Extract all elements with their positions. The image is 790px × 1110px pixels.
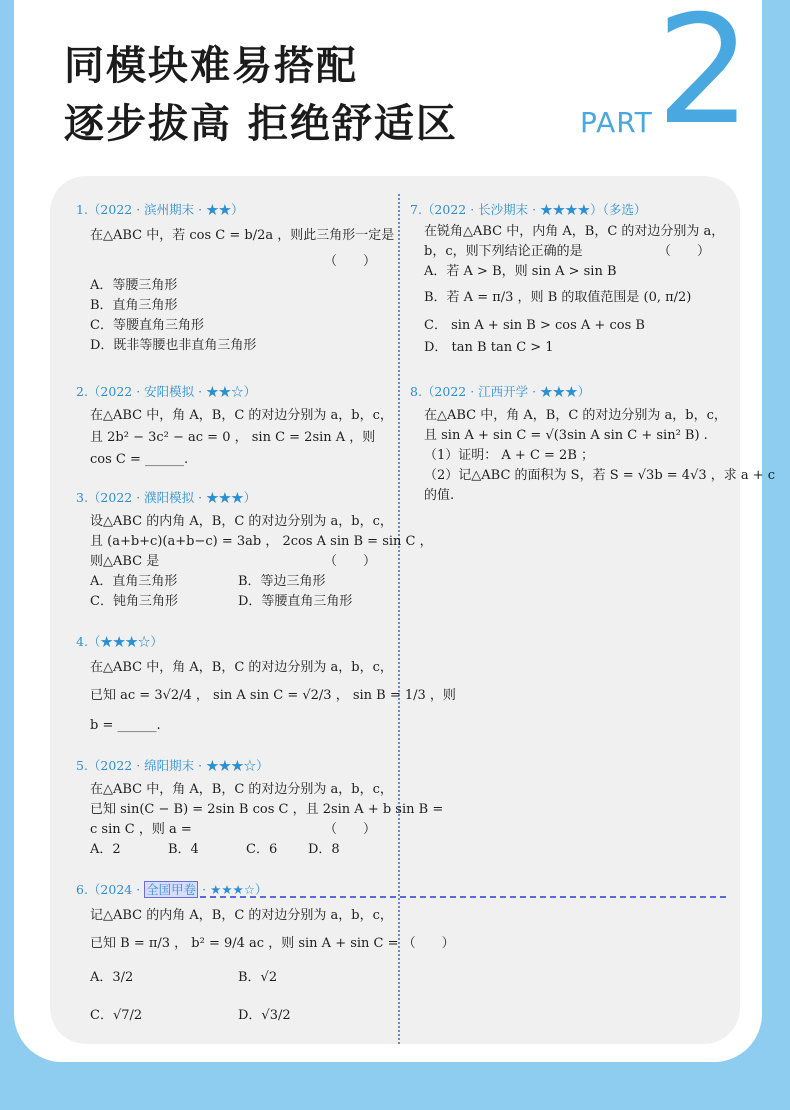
question-text: 在锐角△ABC 中，内角 A，B，C 的对边分别为 a， [424,224,725,239]
question-text: 的值. [424,488,455,503]
question-8 [410,382,776,506]
option-d: D． tan B tan C > 1 [424,340,554,355]
question-6 [76,880,455,1026]
question-text: 在△ABC 中，若 cos C = b/2a ，则此三角形一定是 [90,228,395,243]
question-text: 记△ABC 的内角 A，B，C 的对边分别为 a，b，c， [90,908,393,923]
question-text: b = ______. [90,718,161,733]
option-d: D．8 [308,842,340,857]
heading-prefix: 6.（2024 · [76,882,145,897]
exercise-panel [50,176,776,1044]
option-b: B．等边三角形 [238,574,326,589]
option-a: A．若 A > B，则 sin A > sin B [424,264,617,279]
option-c: C．6 [246,842,278,857]
answer-parens: （ ） [323,254,376,269]
question-7 [410,200,725,358]
option-a: A．3/2 [90,970,134,985]
question-text: （1）证明： A + C = 2B ； [424,448,595,463]
question-2 [76,382,393,470]
heading-line-1: 同模块难易搭配 [64,43,358,89]
option-b: B．4 [168,842,199,857]
option-c: C．钝角三角形 [90,594,178,609]
option-a: A．2 [90,842,121,857]
part-label: PART [580,106,653,139]
question-text: 在△ABC 中，角 A，B，C 的对边分别为 a，b，c， [90,408,393,423]
answer-parens: （ ） [323,554,376,569]
question-text: 则△ABC 是 [90,554,160,569]
option-c: C．等腰直角三角形 [90,318,204,333]
option-b: B．直角三角形 [90,298,178,313]
question-text: （2）记△ABC 的面积为 S，若 S = √3b = 4√3 ，求 a + c [424,468,776,483]
question-heading: 8.（2022 · 江西开学 · ★★★） [410,384,591,399]
column-divider [398,194,400,1044]
question-text: 设△ABC 的内角 A，B，C 的对边分别为 a，b，c， [90,514,393,529]
question-1 [76,200,395,356]
option-b: B．√2 [238,970,278,985]
question-5 [76,756,444,860]
question-4 [76,632,456,736]
question-heading: 5.（2022 · 绵阳期末 · ★★★☆） [76,758,269,773]
selected-source-tag[interactable]: 全国甲卷 [146,882,197,897]
option-d: D．√3/2 [238,1008,291,1023]
question-text: 在△ABC 中，角 A，B，C 的对边分别为 a，b，c， [424,408,727,423]
question-text: 且 sin A + sin C = √(3sin A sin C + sin² B) . [424,428,708,443]
question-heading: 4.（★★★☆） [76,634,163,649]
question-text: 在△ABC 中，角 A，B，C 的对边分别为 a，b，c， [90,782,393,797]
option-d: D．既非等腰也非直角三角形 [90,338,257,353]
option-c: C．√7/2 [90,1008,143,1023]
question-text: 且 (a+b+c)(a+b−c) = 3ab ， 2cos A sin B = sin C ， [90,534,433,549]
heading-suffix: · ★★★☆） [198,882,268,897]
question-heading: 3.（2022 · 濮阳模拟 · ★★★） [76,490,257,505]
option-c: C． sin A + sin B > cos A + cos B [424,318,645,333]
question-text: c sin C ，则 a = [90,822,192,837]
question-text: 已知 ac = 3√2/4 ， sin A sin C = √2/3 ， sin B = 1/3 ，则 [90,688,456,703]
question-heading: 2.（2022 · 安阳模拟 · ★★☆） [76,384,257,399]
question-text: cos C = ______. [90,452,189,467]
question-text: 且 2b² − 3c² − ac = 0 ， sin C = 2sin A ，则 [90,430,376,445]
question-heading: 7.（2022 · 长沙期末 · ★★★★）（多选） [410,202,647,217]
option-a: A．直角三角形 [90,574,178,589]
part-number: 2 [656,0,752,158]
question-heading: 1.（2022 · 滨州期末 · ★★） [76,202,244,217]
option-d: D．等腰直角三角形 [238,594,353,609]
question-heading [76,880,386,900]
question-text: 已知 B = π/3 ， b² = 9/4 ac ，则 sin A + sin C = （ ） [90,936,455,951]
option-b: B．若 A = π/3 ，则 B 的取值范围是 (0, π/2) [424,290,692,305]
question-text: b，c，则下列结论正确的是 [424,244,583,259]
answer-parens: （ ） [323,822,376,837]
question-text: 在△ABC 中，角 A，B，C 的对边分别为 a，b，c， [90,660,393,675]
heading-line-2: 逐步拔高 拒绝舒适区 [64,101,458,147]
option-a: A．等腰三角形 [90,278,178,293]
question-text: 已知 sin(C − B) = 2sin B cos C ，且 2sin A + b sin B = [90,802,444,817]
answer-parens: （ ） [657,244,710,259]
question-3 [76,488,433,612]
